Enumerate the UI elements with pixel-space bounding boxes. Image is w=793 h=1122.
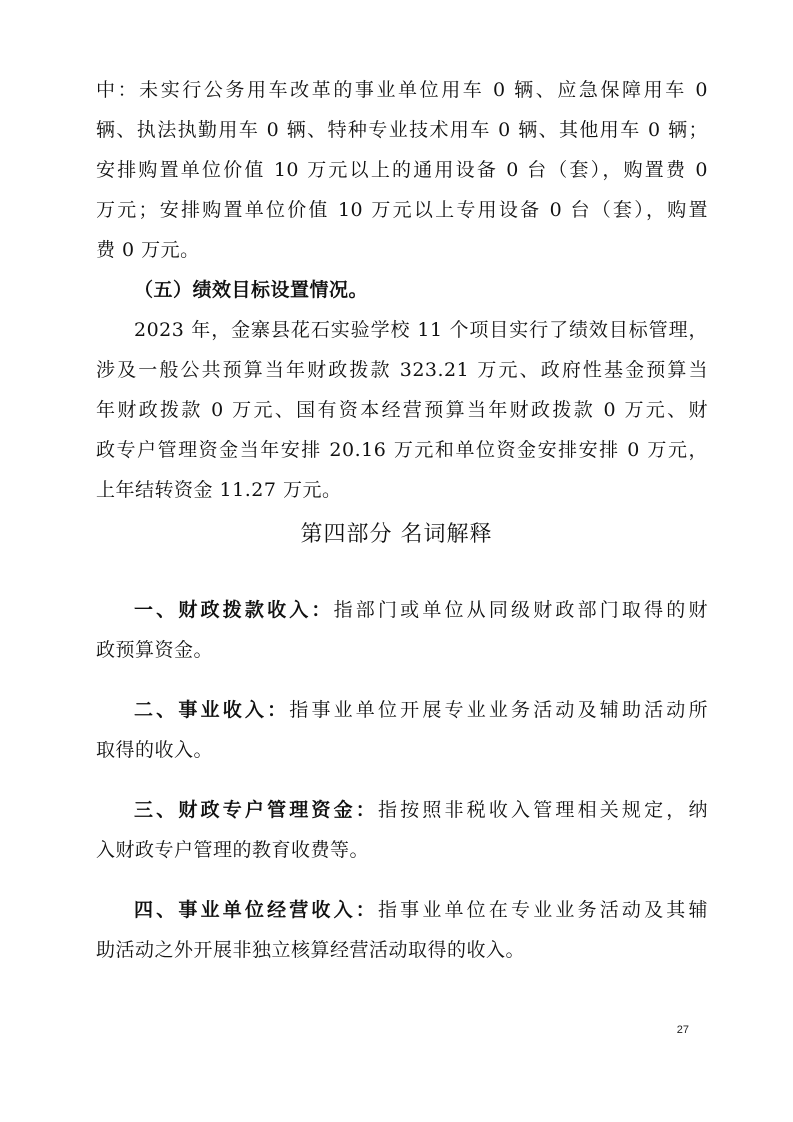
vehicle-paragraph-line-2: 辆、执法执勤用车 0 辆、特种专业技术用车 0 辆、其他用车 0 辆； xyxy=(96,119,708,141)
term-operating-income xyxy=(134,898,708,922)
term-business-income-line-2: 取得的收入。 xyxy=(96,739,214,761)
term-definition: 指事业单位在专业业务活动及其辅 xyxy=(377,899,708,921)
performance-paragraph-line-5: 上年结转资金 11.27 万元。 xyxy=(96,479,342,501)
vehicle-paragraph-line-1: 中：未实行公务用车改革的事业单位用车 0 辆、应急保障用车 0 xyxy=(96,79,708,101)
part-four-title: 第四部分 名词解释 xyxy=(300,522,493,547)
performance-paragraph-line-2: 涉及一般公共预算当年财政拨款 323.21 万元、政府性基金预算当 xyxy=(96,359,708,381)
term-operating-income-line-2: 助活动之外开展非独立核算经营活动取得的收入。 xyxy=(96,939,526,961)
term-label: 四、事业单位经营收入： xyxy=(134,899,378,921)
term-label: 一、财政拨款收入： xyxy=(134,599,334,621)
vehicle-paragraph-line-5: 费 0 万元。 xyxy=(96,239,200,261)
performance-paragraph-line-3: 年财政拨款 0 万元、国有资本经营预算当年财政拨款 0 万元、财 xyxy=(96,399,708,421)
term-special-account-funds xyxy=(134,798,708,822)
vehicle-paragraph-line-4: 万元；安排购置单位价值 10 万元以上专用设备 0 台（套），购置 xyxy=(96,199,708,221)
performance-paragraph-line-4: 政专户管理资金当年安排 20.16 万元和单位资金安排安排 0 万元， xyxy=(96,439,708,461)
performance-paragraph-line-1: 2023 年，金寨县花石实验学校 11 个项目实行了绩效目标管理， xyxy=(134,319,708,341)
term-financial-appropriation-line-2: 政预算资金。 xyxy=(96,639,214,661)
term-business-income xyxy=(134,698,708,722)
vehicle-paragraph-line-3: 安排购置单位价值 10 万元以上的通用设备 0 台（套），购置费 0 xyxy=(96,159,708,181)
term-label: 三、财政专户管理资金： xyxy=(134,799,378,821)
term-definition: 指部门或单位从同级财政部门取得的财 xyxy=(333,599,708,621)
term-financial-appropriation xyxy=(134,598,708,622)
performance-heading: （五）绩效目标设置情况。 xyxy=(134,279,369,301)
term-special-account-funds-line-2: 入财政专户管理的教育收费等。 xyxy=(96,839,370,861)
term-definition: 指按照非税收入管理相关规定，纳 xyxy=(377,799,708,821)
page-number: 27 xyxy=(676,1024,689,1036)
term-label: 二、事业收入： xyxy=(134,699,290,721)
term-definition: 指事业单位开展专业业务活动及辅助活动所 xyxy=(289,699,708,721)
